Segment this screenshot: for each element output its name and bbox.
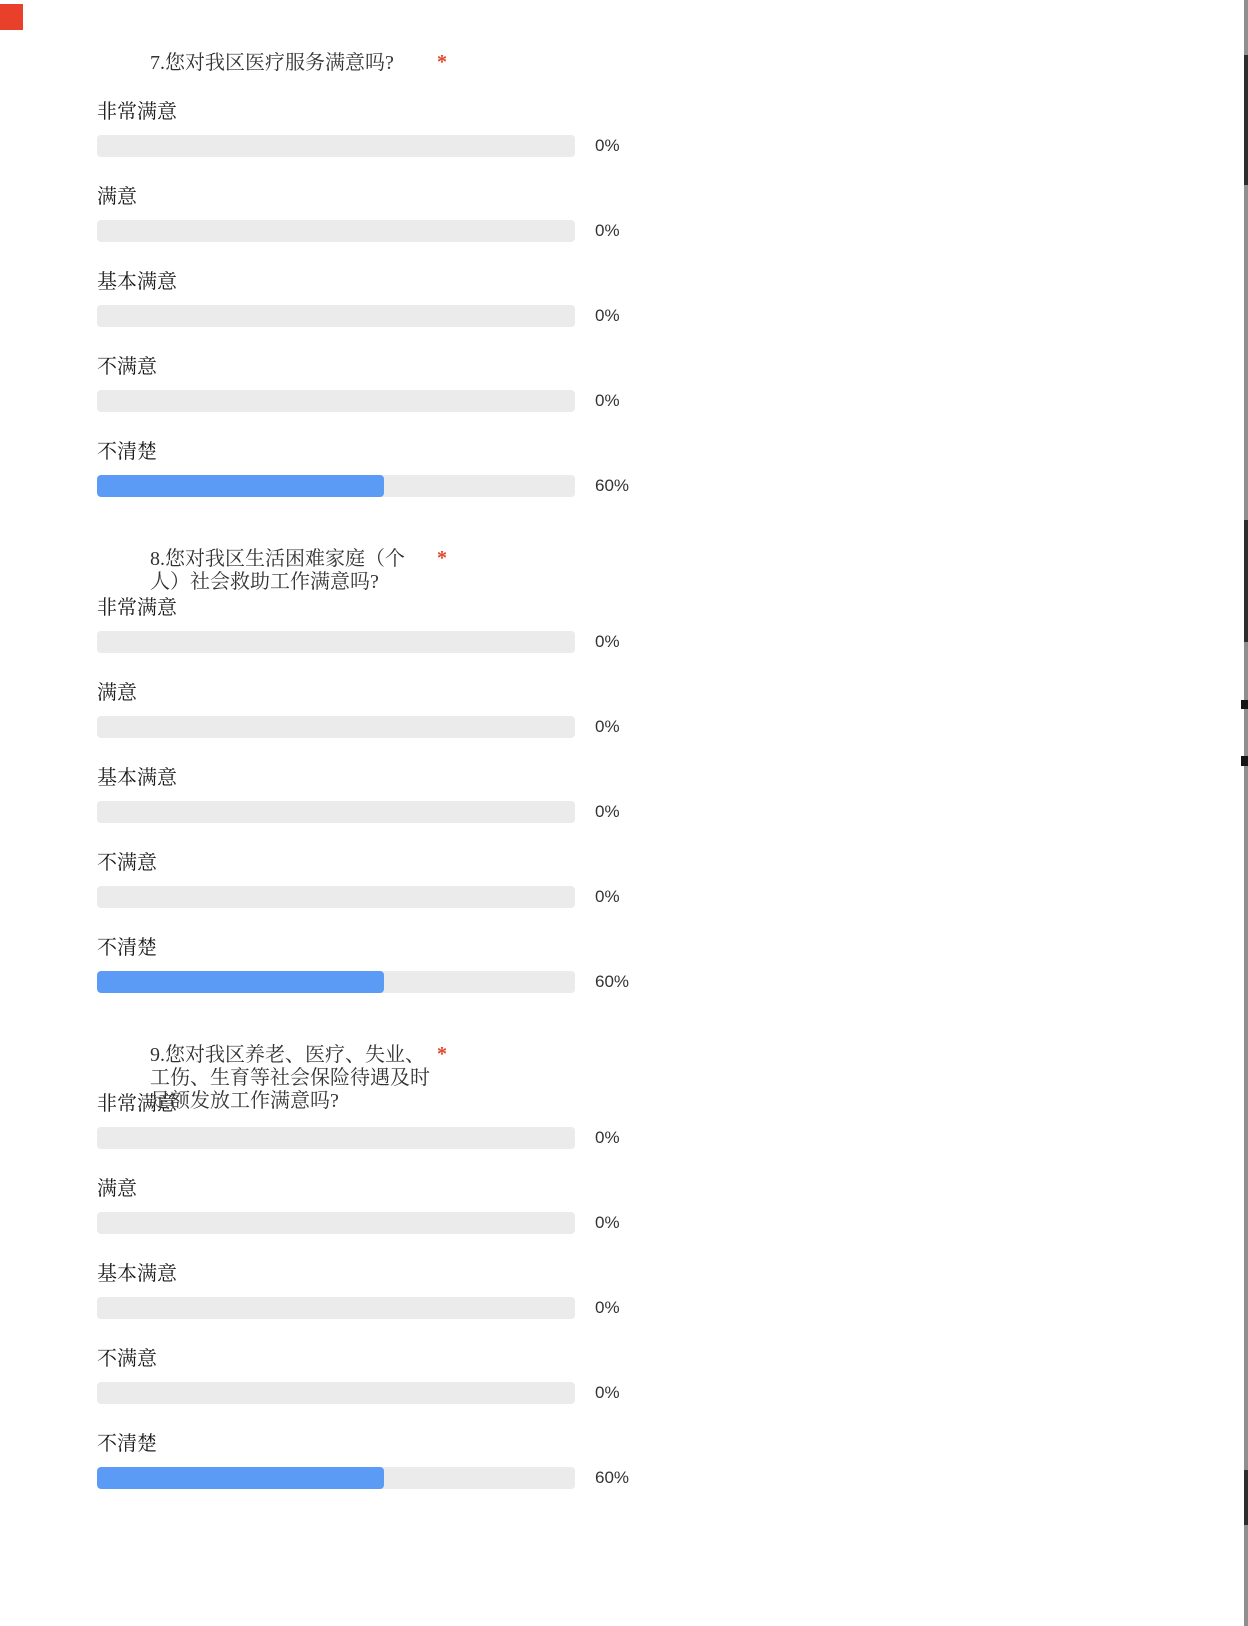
option-label: 基本满意 xyxy=(97,271,177,293)
option-label: 非常满意 xyxy=(97,597,177,619)
option-label: 满意 xyxy=(97,682,137,704)
question-title-line: 8.您对我区生活困难家庭（个 xyxy=(150,548,405,570)
question-title-line: 9.您对我区养老、医疗、失业、 xyxy=(150,1044,425,1066)
answer-option xyxy=(97,682,620,738)
option-label: 不清楚 xyxy=(97,937,157,959)
result-bar xyxy=(97,1297,620,1319)
percent-value: 60% xyxy=(595,1468,630,1487)
result-bar xyxy=(97,475,630,497)
bar-track xyxy=(97,475,575,497)
option-label: 满意 xyxy=(97,186,137,208)
question-title xyxy=(150,1044,575,1113)
answer-option xyxy=(97,852,620,908)
bar-track xyxy=(97,1212,575,1234)
question-block xyxy=(97,547,630,993)
answer-option xyxy=(97,186,620,242)
answer-option xyxy=(97,597,620,653)
option-label: 不满意 xyxy=(97,1348,157,1370)
bar-track xyxy=(97,305,575,327)
percent-value: 60% xyxy=(595,476,630,495)
question-title-area xyxy=(97,548,575,598)
question-title xyxy=(150,548,575,594)
right-edge-scrollbar[interactable] xyxy=(1244,0,1248,1626)
result-bar xyxy=(97,1212,620,1234)
option-label: 不清楚 xyxy=(97,441,157,463)
scrollbar-notch xyxy=(1241,756,1248,766)
scrollbar-segment xyxy=(1244,520,1248,642)
bar-track xyxy=(97,1382,575,1404)
percent-value: 0% xyxy=(595,1213,620,1232)
bar-track xyxy=(97,1297,575,1319)
bar-fill xyxy=(97,1467,384,1489)
option-label: 非常满意 xyxy=(97,1093,177,1115)
answer-option xyxy=(97,1433,630,1489)
answer-option xyxy=(97,1263,620,1319)
survey-results xyxy=(97,0,630,1519)
option-label: 基本满意 xyxy=(97,1263,177,1285)
required-asterisk: * xyxy=(437,1043,447,1065)
answer-option xyxy=(97,1178,620,1234)
answer-option xyxy=(97,1348,620,1404)
answer-option xyxy=(97,101,620,157)
question-block xyxy=(97,51,630,497)
option-label: 不满意 xyxy=(97,356,157,378)
option-label: 非常满意 xyxy=(97,101,177,123)
answer-option xyxy=(97,271,620,327)
answer-option xyxy=(97,767,620,823)
bar-track xyxy=(97,1127,575,1149)
result-bar xyxy=(97,801,620,823)
required-asterisk: * xyxy=(437,547,447,569)
result-bar xyxy=(97,220,620,242)
percent-value: 0% xyxy=(595,1383,620,1402)
option-label: 不清楚 xyxy=(97,1433,157,1455)
result-bar xyxy=(97,1127,620,1149)
scrollbar-segment xyxy=(1244,1470,1248,1525)
bar-track xyxy=(97,631,575,653)
result-bar xyxy=(97,1382,620,1404)
scrollbar-thumb[interactable] xyxy=(1244,55,1248,185)
result-bar xyxy=(97,1467,630,1489)
question-title-line: 7.您对我区医疗服务满意吗? xyxy=(150,52,394,74)
percent-value: 60% xyxy=(595,972,630,991)
percent-value: 0% xyxy=(595,802,620,821)
result-bar xyxy=(97,305,620,327)
bar-track xyxy=(97,716,575,738)
answer-option xyxy=(97,441,630,497)
bar-fill xyxy=(97,971,384,993)
bar-track xyxy=(97,801,575,823)
question-title xyxy=(150,52,575,75)
question-title-line: 足额发放工作满意吗? xyxy=(150,1090,339,1112)
bar-track xyxy=(97,886,575,908)
result-bar xyxy=(97,886,620,908)
percent-value: 0% xyxy=(595,1128,620,1147)
percent-value: 0% xyxy=(595,887,620,906)
scrollbar-notch xyxy=(1241,700,1248,709)
bar-track xyxy=(97,1467,575,1489)
percent-value: 0% xyxy=(595,391,620,410)
question-title-area xyxy=(97,52,575,102)
answer-option xyxy=(97,356,620,412)
option-label: 满意 xyxy=(97,1178,137,1200)
option-label: 基本满意 xyxy=(97,767,177,789)
red-marker xyxy=(0,4,23,30)
question-block xyxy=(97,1043,630,1489)
bar-track xyxy=(97,971,575,993)
result-bar xyxy=(97,390,620,412)
bar-fill xyxy=(97,475,384,497)
question-title-line: 工伤、生育等社会保险待遇及时 xyxy=(150,1067,430,1089)
percent-value: 0% xyxy=(595,306,620,325)
option-label: 不满意 xyxy=(97,852,157,874)
bar-track xyxy=(97,220,575,242)
result-bar xyxy=(97,135,620,157)
percent-value: 0% xyxy=(595,221,620,240)
percent-value: 0% xyxy=(595,136,620,155)
result-bar xyxy=(97,971,630,993)
percent-value: 0% xyxy=(595,632,620,651)
result-bar xyxy=(97,631,620,653)
required-asterisk: * xyxy=(437,51,447,73)
percent-value: 0% xyxy=(595,717,620,736)
question-title-line: 人）社会救助工作满意吗? xyxy=(150,571,379,593)
bar-track xyxy=(97,135,575,157)
percent-value: 0% xyxy=(595,1298,620,1317)
result-bar xyxy=(97,716,620,738)
bar-track xyxy=(97,390,575,412)
answer-option xyxy=(97,937,630,993)
